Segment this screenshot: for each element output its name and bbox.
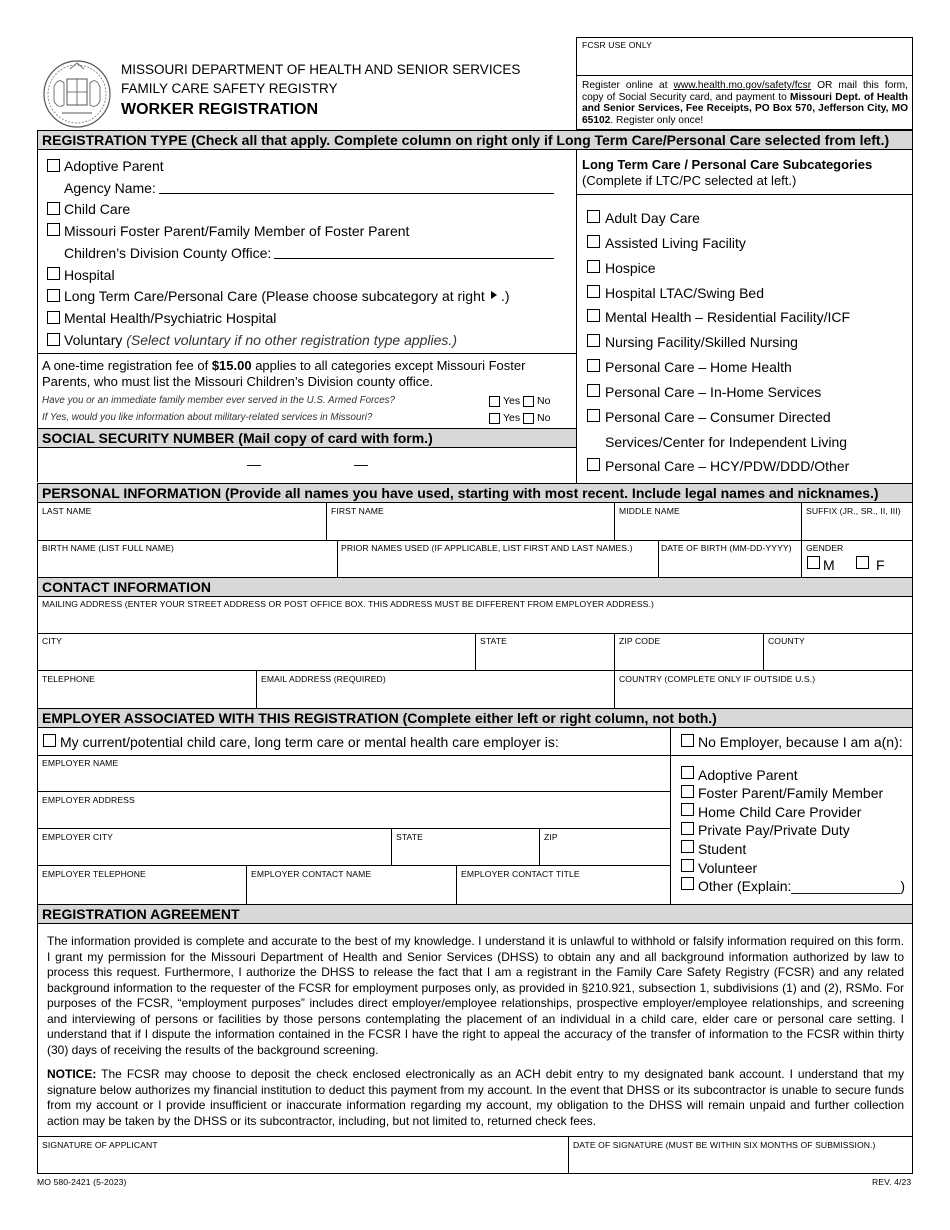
- mental-health-checkbox[interactable]: [47, 311, 60, 324]
- ssn-header: SOCIAL SECURITY NUMBER (Mail copy of card with form.): [42, 430, 433, 446]
- state-field[interactable]: STATE: [480, 636, 507, 646]
- employer-name-field[interactable]: EMPLOYER NAME: [42, 758, 119, 768]
- ssn-field[interactable]: [38, 448, 576, 483]
- child-care-checkbox[interactable]: [47, 202, 60, 215]
- employer-state-field[interactable]: STATE: [396, 832, 423, 842]
- prior-names-field[interactable]: PRIOR NAMES USED (IF APPLICABLE, LIST FIRST AND LAST NAMES.): [341, 543, 633, 553]
- gender-f-checkbox[interactable]: [856, 556, 869, 569]
- fcsr-link[interactable]: www.health.mo.gov/safety/fcsr: [673, 80, 812, 91]
- birth-name-field[interactable]: BIRTH NAME (LIST FULL NAME): [42, 543, 174, 553]
- current-employer-checkbox[interactable]: [43, 734, 56, 747]
- employer-header: EMPLOYER ASSOCIATED WITH THIS REGISTRATION (Complete either left or right column, not both.): [42, 710, 717, 726]
- fcsr-use-only: FCSR USE ONLY: [582, 40, 652, 50]
- employer-address-field[interactable]: EMPLOYER ADDRESS: [42, 795, 135, 805]
- middle-name-field[interactable]: MIDDLE NAME: [619, 506, 680, 516]
- country-field[interactable]: COUNTRY (COMPLETE ONLY IF OUTSIDE U.S.): [619, 674, 816, 684]
- employer-zip-field[interactable]: ZIP: [544, 832, 558, 842]
- first-name-field[interactable]: FIRST NAME: [331, 506, 384, 516]
- registry-name: FAMILY CARE SAFETY REGISTRY: [121, 81, 338, 96]
- adoptive-parent-checkbox[interactable]: [47, 159, 60, 172]
- no-employer-checkbox[interactable]: [681, 734, 694, 747]
- ne-private-pay-checkbox[interactable]: [681, 822, 694, 835]
- employer-contact-name-field[interactable]: EMPLOYER CONTACT NAME: [251, 869, 372, 879]
- hospice-checkbox[interactable]: [587, 260, 600, 273]
- city-field[interactable]: CITY: [42, 636, 62, 646]
- adult-day-care-checkbox[interactable]: [587, 210, 600, 223]
- military-info-yes-checkbox[interactable]: [489, 413, 500, 424]
- contact-info-header: CONTACT INFORMATION: [42, 579, 212, 595]
- telephone-field[interactable]: TELEPHONE: [42, 674, 95, 684]
- consumer-directed-checkbox[interactable]: [587, 409, 600, 422]
- dob-field[interactable]: DATE OF BIRTH (MM-DD-YYYY): [661, 543, 792, 553]
- home-health-checkbox[interactable]: [587, 359, 600, 372]
- voluntary-checkbox[interactable]: [47, 333, 60, 346]
- employer-telephone-field[interactable]: EMPLOYER TELEPHONE: [42, 869, 146, 879]
- employer-contact-title-field[interactable]: EMPLOYER CONTACT TITLE: [461, 869, 580, 879]
- personal-info-header: PERSONAL INFORMATION (Provide all names you have used, starting with most recent. Include legal names and nicknames.): [42, 485, 879, 501]
- fee-text: A one-time registration fee of $15.00 applies to all categories except Missouri Foster: [42, 358, 526, 373]
- ne-foster-parent-checkbox[interactable]: [681, 785, 694, 798]
- email-field[interactable]: EMAIL ADDRESS (REQUIRED): [261, 674, 386, 684]
- ne-other-checkbox[interactable]: [681, 877, 694, 890]
- agreement-header: REGISTRATION AGREEMENT: [42, 906, 240, 922]
- suffix-field[interactable]: SUFFIX (JR., SR., II, III): [806, 506, 901, 516]
- ne-home-child-care-checkbox[interactable]: [681, 803, 694, 816]
- voluntary-label: Voluntary (Select voluntary if no other registration type applies.): [64, 332, 457, 348]
- county-office-field[interactable]: [274, 258, 554, 259]
- department-name: MISSOURI DEPARTMENT OF HEALTH AND SENIOR SERVICES: [121, 62, 521, 77]
- signature-field[interactable]: SIGNATURE OF APPLICANT: [42, 1140, 158, 1150]
- revision: REV. 4/23: [872, 1177, 912, 1187]
- ne-student-checkbox[interactable]: [681, 840, 694, 853]
- registration-info: Register online at www.health.mo.gov/safety/fcsr OR mail this form, copy of Social Security card, and payment to Missouri Dept. of Health and Senior Services, Fee Receipts, PO Box 570, Jefferson City, MO 65102. Register only once!: [582, 80, 909, 126]
- page-title: WORKER REGISTRATION: [121, 101, 319, 118]
- arrow-right-icon: [491, 291, 497, 299]
- notice-text: NOTICE: The FCSR may choose to deposit the check enclosed electronically as an ACH debit entry to my designated bank account. I understand that my signature below authorizes my financial institution to deduct this payment from my account. In the event that DHSS or its subcontractor is unable to secure funds from my account or I provide insufficient or inaccurate information regarding my account, my obligation to the DHSS will remain unpaid and further collection action may be taken by the DHSS or its subcontractor, including, but not limited to, returned check fees.: [47, 1067, 904, 1128]
- military-no-checkbox[interactable]: [523, 396, 534, 407]
- assisted-living-checkbox[interactable]: [587, 235, 600, 248]
- nursing-facility-checkbox[interactable]: [587, 334, 600, 347]
- state-seal: [40, 57, 115, 129]
- military-yes-checkbox[interactable]: [489, 396, 500, 407]
- mental-health-residential-checkbox[interactable]: [587, 309, 600, 322]
- ltc-checkbox[interactable]: [47, 289, 60, 302]
- mailing-address-field[interactable]: MAILING ADDRESS (ENTER YOUR STREET ADDRESS OR POST OFFICE BOX. THIS ADDRESS MUST BE DIFFERENT FROM EMPLOYER ADDRESS.): [42, 599, 654, 609]
- military-info-no-checkbox[interactable]: [523, 413, 534, 424]
- ne-volunteer-checkbox[interactable]: [681, 859, 694, 872]
- ne-adoptive-parent-checkbox[interactable]: [681, 766, 694, 779]
- zip-field[interactable]: ZIP CODE: [619, 636, 661, 646]
- ltc-subcategories-title: Long Term Care / Personal Care Subcategories: [582, 157, 873, 172]
- hospital-checkbox[interactable]: [47, 267, 60, 280]
- hospital-ltac-checkbox[interactable]: [587, 285, 600, 298]
- agency-name-field[interactable]: [159, 193, 554, 194]
- in-home-services-checkbox[interactable]: [587, 384, 600, 397]
- agreement-text: The information provided is complete and accurate to the best of my knowledge. I understand it is unlawful to withhold or falsify information required on this form. I grant my permission for the Missouri Department of Health and Senior Services (DHSS) to obtain any and all background information authorized by law to process this request. Furthermore, I authorize the DHSS to release the fact that I am a registrant in the Family Care Safety Registry (FCSR) and any related background information to the requester of the FCSR for employment purposes only, as provided in §210.921, subsection 1, subdivisions (1) and (2), RSMo. For purposes of the FCSR, “employment purposes” includes direct employer/employee relationships, prospective employer/employee relationships, and screening and interviewing of persons or facilities by those persons contemplating the placement of an individual in a child care, elder care or personal care setting. I understand that if I dispute the information contained in the FCSR I have the right to appeal the accuracy of the transfer of information to the FCSR within thirty (30) days of receiving the results of the background screening.: [47, 934, 904, 1057]
- employer-city-field[interactable]: EMPLOYER CITY: [42, 832, 114, 842]
- foster-parent-checkbox[interactable]: [47, 223, 60, 236]
- form-number: MO 580-2421 (5-2023): [37, 1177, 127, 1187]
- registration-type-header: REGISTRATION TYPE (Check all that apply. Complete column on right only if Long Term Care/Personal Care selected from left.): [42, 132, 890, 148]
- hcy-pdw-checkbox[interactable]: [587, 458, 600, 471]
- county-field[interactable]: COUNTY: [768, 636, 805, 646]
- gender-m-checkbox[interactable]: [807, 556, 820, 569]
- date-signature-field[interactable]: DATE OF SIGNATURE (MUST BE WITHIN SIX MONTHS OF SUBMISSION.): [573, 1140, 876, 1150]
- last-name-field[interactable]: LAST NAME: [42, 506, 92, 516]
